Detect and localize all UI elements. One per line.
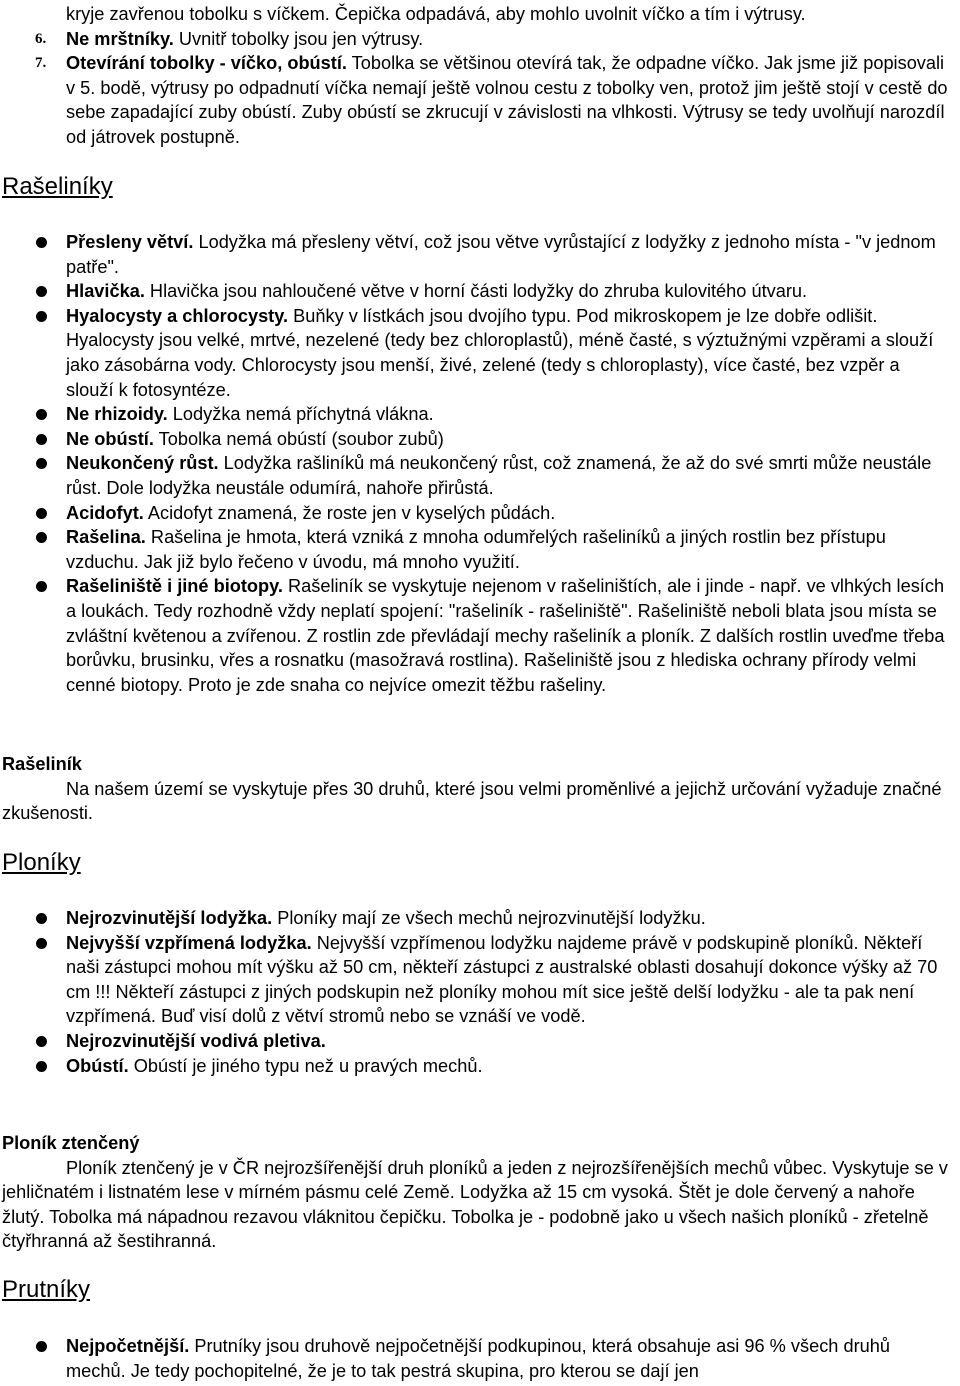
top-section bbox=[0, 2, 960, 150]
list-item bbox=[0, 574, 960, 697]
heading-plonik-ztenceny: Ploník ztenčený bbox=[2, 1133, 140, 1153]
item-title: Nejrozvinutější vodivá pletiva. bbox=[66, 1030, 326, 1051]
heading-raselinik: Rašeliník bbox=[2, 754, 82, 774]
item-text: Tobolka nemá obústí (soubor zubů) bbox=[153, 428, 444, 449]
continued-text: kryje zavřenou tobolku s víčkem. Čepička odpadává, aby mohlo uvolnit víčko a tím i výtrusy. bbox=[66, 4, 806, 24]
item-title: Nejpočetnější. bbox=[66, 1336, 190, 1356]
item-text: Lodyžka nemá příchytná vlákna. bbox=[167, 404, 434, 425]
item-title: Obústí. bbox=[66, 1055, 129, 1076]
item-text: Acidofyt znamená, že roste jen v kyselých půdách. bbox=[143, 502, 556, 523]
list-number: 7. bbox=[35, 55, 47, 72]
item-title: Otevírání tobolky - víčko, obústí. bbox=[66, 53, 347, 74]
item-text: Rašeliník se vyskytuje nejenom v rašeliništích, ale i jinde - např. ve vlhkých lesích a loukách. Tedy rozhodně vždy neplatí spojení: "rašeliník - rašeliniště". Rašeliniště neboli blata jsou místa se zvláštní květenou a zvířenou. Z rostlin zde převládají mechy rašeliník a ploník. Z dalších rostlin uveďme třeba borůvku, brusinku, vřes a rosnatku (masožravá rostlina). Rašeliniště jsou z hlediska ochrany přírody velmi cenné biotopy. Proto je zde snaha co nejvíce omezit těžbu rašeliny. bbox=[66, 576, 945, 695]
item-title: Rašeliniště i jiné biotopy. bbox=[66, 576, 283, 597]
list-item-6 bbox=[0, 27, 960, 52]
section-raselinik bbox=[0, 752, 960, 826]
item-title: Ne rhizoidy. bbox=[66, 404, 168, 425]
list-item bbox=[0, 525, 960, 574]
item-title: Ne obústí. bbox=[66, 428, 154, 449]
list-item bbox=[0, 427, 960, 452]
paragraph: Ploník ztenčený je v ČR nejrozšířenější druh ploníků a jeden z nejrozšířenějších mechů vůbec. Vyskytuje se v jehličnatém i listnatém lese v mírném pásmu celé Země. Lodyžka až 15 cm vysoká. Štět je dole červený a nahoře žlutý. Tobolka má nápadnou rezavou vláknitou čepičku. Tobolka je - podobně jako u všech našich ploníků - zřetelně čtyřhranná až šestihranná. bbox=[2, 1157, 948, 1252]
item-text: Hlavička jsou nahloučené větve v horní části lodyžky do zhruba kulovitého útvaru. bbox=[144, 281, 808, 302]
heading-ploniky: Ploníky bbox=[2, 849, 81, 876]
paragraph: Na našem území se vyskytuje přes 30 druhů, které jsou velmi proměnlivé a jejichž určování vyžaduje značné zkušenosti. bbox=[2, 778, 942, 824]
item-title: Neukončený růst. bbox=[66, 453, 219, 474]
item-text: Obústí je jiného typu než u pravých mechů. bbox=[128, 1055, 483, 1076]
item-text: Buňky v lístkách jsou dvojího typu. Pod mikroskopem je lze dobře odlišit. Hyalocysty jsou velké, mrtvé, nezelené (tedy bez chloroplastů), méně časté, s výztužnými vzpěrami a slouží jako zásobárna vody. Chlorocysty jsou menší, živé, zelené (tedy s chloroplasty), více časté, bez vzpěr a slouží k fotosyntéze. bbox=[66, 305, 934, 400]
item-text: Ploníky mají ze všech mechů nejrozvinutější lodyžku. bbox=[272, 908, 706, 928]
raseliniky-list bbox=[0, 230, 960, 697]
list-number: 6. bbox=[35, 30, 47, 47]
list-item bbox=[0, 1029, 960, 1054]
section-plonik bbox=[0, 1131, 960, 1254]
list-item bbox=[0, 906, 960, 931]
heading-prutniky: Prutníky bbox=[2, 1276, 91, 1303]
heading-raseliniky: Rašeliníky bbox=[2, 173, 113, 200]
item-title: Hyalocysty a chlorocysty. bbox=[66, 305, 289, 326]
item-title: Acidofyt. bbox=[66, 502, 144, 523]
list-item bbox=[0, 1334, 960, 1383]
item-title: Nejrozvinutější lodyžka. bbox=[66, 908, 273, 928]
list-item bbox=[0, 1054, 960, 1079]
item-text: Prutníky jsou druhově nejpočetnější podkupinou, která obsahuje asi 96 % všech druhů mechů. Je tedy pochopitelné, že je to tak pestrá skupina, pro kterou se dají jen bbox=[66, 1336, 890, 1381]
item-text: Uvnitř tobolky jsou jen výtrusy. bbox=[173, 28, 424, 49]
list-item bbox=[0, 501, 960, 526]
list-item bbox=[0, 402, 960, 427]
item-text: Lodyžka rašliníků má neukončený růst, což znamená, že až do své smrti může neustále růst. Dole lodyžka neustále odumírá, nahoře přirůstá. bbox=[66, 453, 932, 498]
list-item-7 bbox=[0, 51, 960, 149]
ploniky-list bbox=[0, 906, 960, 1078]
item-title: Nejvyšší vzpřímená lodyžka. bbox=[66, 932, 312, 953]
item-text: Rašelina je hmota, která vzniká z mnoha odumřelých rašeliníků a jiných rostlin bez přístupu vzduchu. Jak již bylo řečeno v úvodu, má mnoho využití. bbox=[66, 527, 886, 572]
item-title: Hlavička. bbox=[66, 281, 145, 302]
item-title: Ne mrštníky. bbox=[66, 28, 174, 49]
list-item bbox=[0, 230, 960, 279]
list-item bbox=[0, 304, 960, 402]
list-item bbox=[0, 931, 960, 1029]
item-text: Nejvyšší vzpřímenou lodyžku najdeme právě v podskupině ploníků. Někteří naši zástupci mohou mít výšku až 50 cm, někteří zástupci z australské oblasti dosahují dokonce výšky až 70 cm !!! Někteří zástupci z jiných podskupin než ploníky mohou mít sice ještě delší lodyžku - ale ta pak není vzpřímená. Buď visí dolů z větví stromů nebo se vznáší ve vodě. bbox=[66, 932, 938, 1027]
item-title: Přesleny větví. bbox=[66, 232, 194, 252]
item-text: Tobolka se většinou otevírá tak, že odpadne víčko. Jak jsme již popisovali v 5. bodě, výtrusy po odpadnutí víčka nemají ještě volnou cestu z tobolky ven, protož jim ještě stojí v cestě do sebe zapadající zuby obústí. Zuby obústí se zkrucují v závislosti na vlhkosti. Výtrusy se tedy uvolňují narozdíl od játrovek postupně. bbox=[66, 53, 948, 147]
item-text: Lodyžka má přesleny větví, což jsou větve vyrůstající z lodyžky z jednoho místa - "v jednom patře". bbox=[66, 232, 936, 277]
prutniky-list bbox=[0, 1334, 960, 1383]
list-item bbox=[0, 279, 960, 304]
list-item bbox=[0, 451, 960, 500]
item-title: Rašelina. bbox=[66, 527, 146, 548]
